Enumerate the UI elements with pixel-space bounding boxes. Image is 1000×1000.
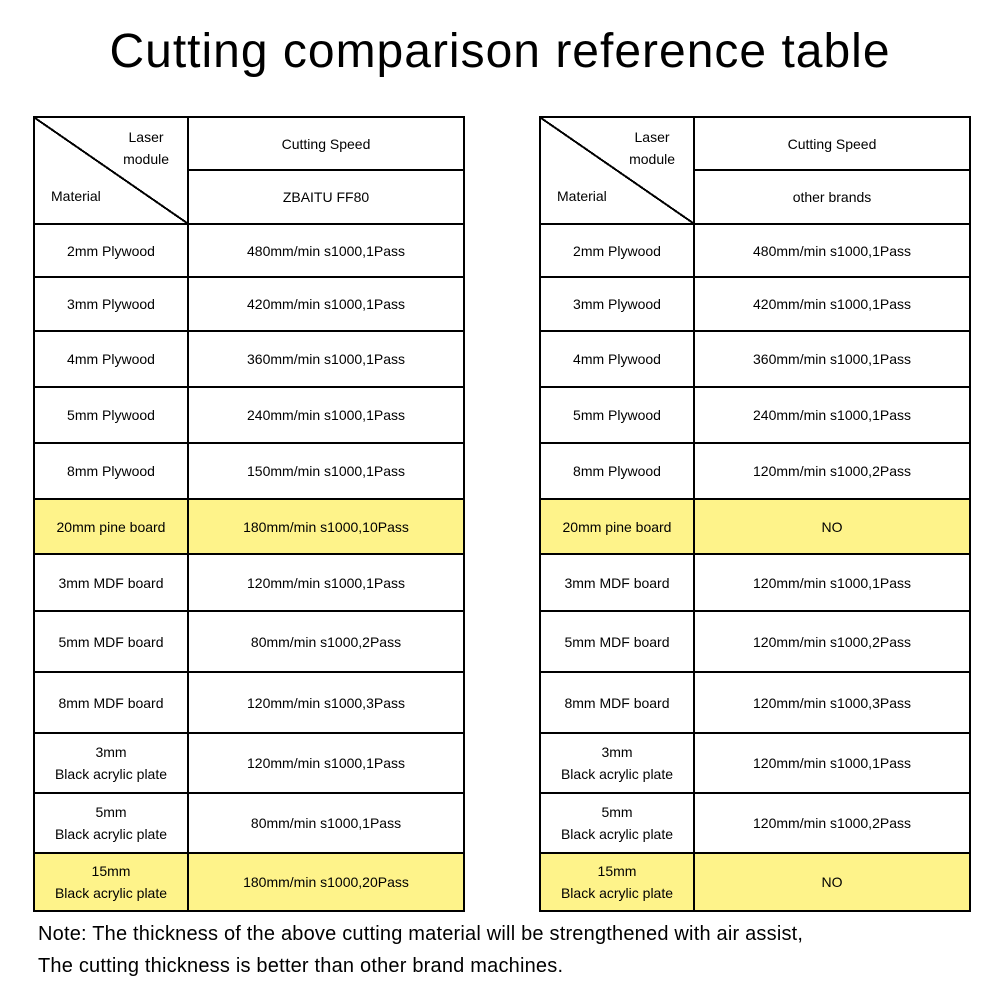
speed-cell: 240mm/min s1000,1Pass: [188, 387, 464, 443]
diagonal-header-cell: [34, 117, 188, 224]
speed-cell: 120mm/min s1000,3Pass: [188, 672, 464, 733]
material-cell: [34, 853, 188, 911]
table-row: [540, 733, 970, 793]
footnote: [38, 918, 803, 982]
table-row: [540, 224, 970, 277]
material-cell: 8mm Plywood: [540, 443, 694, 499]
table-row: [34, 331, 464, 387]
speed-cell: 420mm/min s1000,1Pass: [188, 277, 464, 331]
material-type: Black acrylic plate: [54, 766, 168, 782]
material-cell: [540, 853, 694, 911]
material-cell: 3mm Plywood: [34, 277, 188, 331]
table-row: [540, 672, 970, 733]
material-cell: 5mm MDF board: [34, 611, 188, 672]
table-row: [34, 224, 464, 277]
speed-cell: 360mm/min s1000,1Pass: [694, 331, 970, 387]
table-row: [540, 793, 970, 853]
speed-cell: 480mm/min s1000,1Pass: [188, 224, 464, 277]
cutting-speed-header: Cutting Speed: [188, 117, 464, 170]
laser-module-label: [629, 126, 675, 170]
laser-module-label: [123, 126, 169, 170]
speed-cell: 120mm/min s1000,2Pass: [694, 443, 970, 499]
material-cell: 3mm Plywood: [540, 277, 694, 331]
material-thickness: 3mm: [601, 744, 633, 760]
table-row: [34, 672, 464, 733]
table-row: [540, 554, 970, 611]
material-type: Black acrylic plate: [560, 826, 674, 842]
material-cell: 3mm MDF board: [540, 554, 694, 611]
laser-label-line: Laser: [634, 129, 670, 145]
table-row: [540, 277, 970, 331]
speed-cell: 360mm/min s1000,1Pass: [188, 331, 464, 387]
material-type: Black acrylic plate: [54, 826, 168, 842]
table-row: [34, 793, 464, 853]
material-cell: [540, 733, 694, 793]
material-thickness: 3mm: [95, 744, 127, 760]
page-title: Cutting comparison reference table: [109, 25, 891, 78]
speed-cell: 80mm/min s1000,2Pass: [188, 611, 464, 672]
table-row: [540, 387, 970, 443]
material-thickness: 5mm: [95, 804, 127, 820]
table-row: [34, 611, 464, 672]
speed-cell: 120mm/min s1000,2Pass: [694, 793, 970, 853]
speed-cell: 150mm/min s1000,1Pass: [188, 443, 464, 499]
speed-cell: 480mm/min s1000,1Pass: [694, 224, 970, 277]
speed-cell: NO: [694, 853, 970, 911]
table-row-highlighted: [34, 499, 464, 554]
material-cell: 20mm pine board: [540, 499, 694, 554]
material-cell: 8mm MDF board: [540, 672, 694, 733]
material-thickness: 15mm: [597, 863, 637, 879]
speed-cell: 120mm/min s1000,3Pass: [694, 672, 970, 733]
material-cell: 20mm pine board: [34, 499, 188, 554]
header-row: [540, 117, 970, 170]
table-row-highlighted: [540, 853, 970, 911]
material-type: Black acrylic plate: [560, 885, 674, 901]
speed-cell: 80mm/min s1000,1Pass: [188, 793, 464, 853]
material-cell: 4mm Plywood: [540, 331, 694, 387]
module-label-line: module: [123, 151, 169, 167]
material-cell: [34, 793, 188, 853]
table-row-highlighted: [540, 499, 970, 554]
material-cell: 5mm Plywood: [540, 387, 694, 443]
material-cell: [540, 793, 694, 853]
footnote-line-1: Note: The thickness of the above cutting material will be strengthened with air assist,: [38, 923, 804, 945]
material-cell: 2mm Plywood: [34, 224, 188, 277]
speed-cell: 120mm/min s1000,1Pass: [694, 733, 970, 793]
speed-cell: 120mm/min s1000,2Pass: [694, 611, 970, 672]
material-cell: 8mm Plywood: [34, 443, 188, 499]
material-cell: 5mm Plywood: [34, 387, 188, 443]
speed-cell: 420mm/min s1000,1Pass: [694, 277, 970, 331]
material-cell: 4mm Plywood: [34, 331, 188, 387]
module-label-line: module: [629, 151, 675, 167]
comparison-table-zbaitu: [33, 116, 465, 912]
brand-header: other brands: [694, 170, 970, 224]
table-row: [34, 277, 464, 331]
comparison-table-other-brands: [539, 116, 971, 912]
speed-cell: 180mm/min s1000,20Pass: [188, 853, 464, 911]
brand-header: ZBAITU FF80: [188, 170, 464, 224]
material-label: Material: [51, 188, 101, 204]
diagonal-header-cell: [540, 117, 694, 224]
material-type: Black acrylic plate: [54, 885, 168, 901]
material-thickness: 5mm: [601, 804, 633, 820]
table-row-highlighted: [34, 853, 464, 911]
material-cell: 2mm Plywood: [540, 224, 694, 277]
material-type: Black acrylic plate: [560, 766, 674, 782]
header-row: [34, 117, 464, 170]
table-row: [540, 443, 970, 499]
cutting-speed-header: Cutting Speed: [694, 117, 970, 170]
table-row: [540, 611, 970, 672]
table-row: [34, 733, 464, 793]
laser-label-line: Laser: [128, 129, 164, 145]
material-cell: 3mm MDF board: [34, 554, 188, 611]
material-cell: 5mm MDF board: [540, 611, 694, 672]
table-row: [34, 387, 464, 443]
speed-cell: 120mm/min s1000,1Pass: [188, 733, 464, 793]
material-thickness: 15mm: [91, 863, 131, 879]
speed-cell: 180mm/min s1000,10Pass: [188, 499, 464, 554]
material-cell: [34, 733, 188, 793]
speed-cell: 120mm/min s1000,1Pass: [694, 554, 970, 611]
footnote-line-2: The cutting thickness is better than other brand machines.: [38, 955, 564, 977]
speed-cell: NO: [694, 499, 970, 554]
speed-cell: 240mm/min s1000,1Pass: [694, 387, 970, 443]
table-row: [540, 331, 970, 387]
material-label: Material: [557, 188, 607, 204]
speed-cell: 120mm/min s1000,1Pass: [188, 554, 464, 611]
table-row: [34, 554, 464, 611]
material-cell: 8mm MDF board: [34, 672, 188, 733]
table-row: [34, 443, 464, 499]
